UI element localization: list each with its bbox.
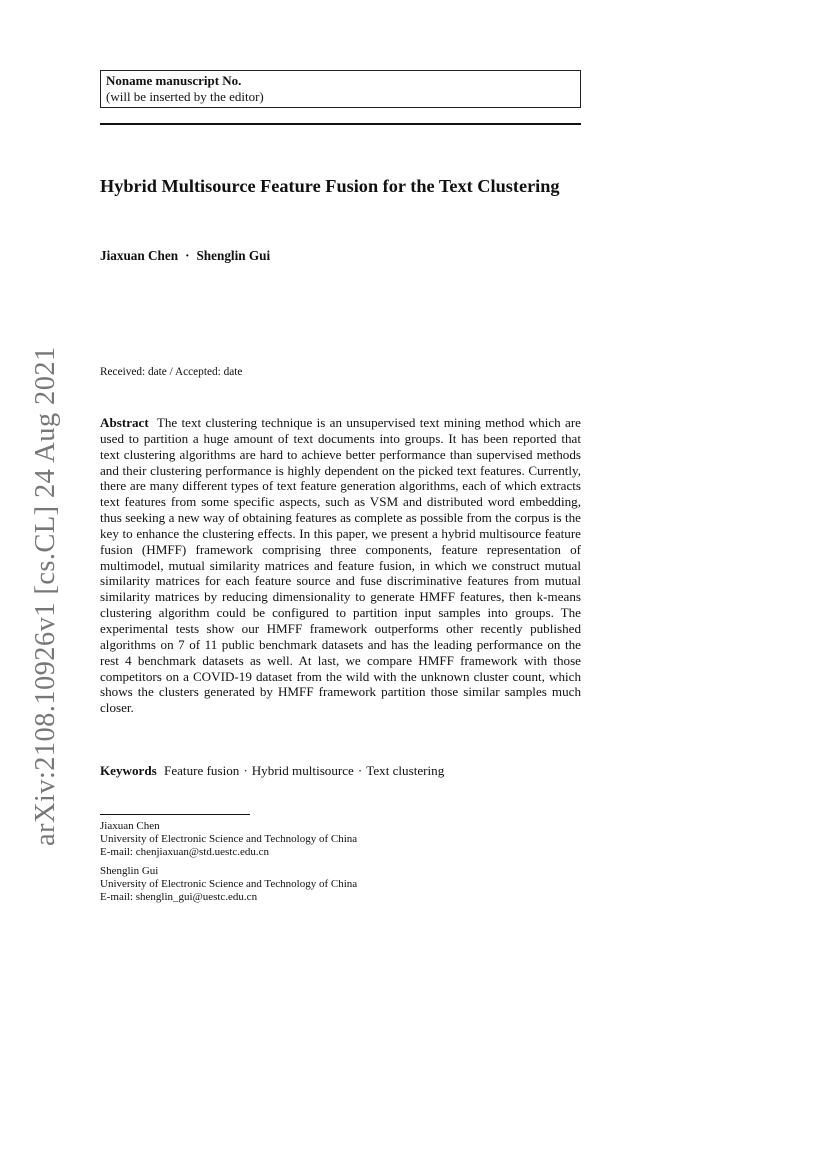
keyword: Text clustering <box>366 763 445 778</box>
manuscript-title: Noname manuscript No. <box>106 73 242 88</box>
author-separator: · <box>185 248 190 263</box>
author-name: Shenglin Gui <box>196 248 271 263</box>
footnote-author-name: Shenglin Gui <box>100 865 159 877</box>
received-date: Received: date / Accepted: date <box>100 366 243 378</box>
footnote-affiliation: University of Electronic Science and Technology of China <box>100 878 358 891</box>
author-footnote <box>100 820 581 860</box>
abstract-text: The text clustering technique is an unsupervised text mining method which are used to partition a huge amount of text documents into groups. It has been reported that text clustering algorithms are hard to achieve better performance than supervised methods and their clustering performance is highly dependent on the picked text features. Currently, there are many different types of text feature generation algorithms, each of which extracts text features from some specific aspects, such as VSM and distributed word embedding, thus seeking a new way of obtaining features as complete as possible from the corpus is the key to enhance the clustering effects. In this paper, we present a hybrid multisource feature fusion (HMFF) framework comprising three components, feature representation of multimodel, mutual similarity matrices and feature fusion, in which we construct mutual similarity matrices for each feature source and fuse discriminative features from mutual similarity matrices by reducing dimensionality to generate HMFF features, then k-means clustering algorithm could be configured to partition input samples into groups. The experimental tests show our HMFF framework outperforms other recently published algorithms on 7 of 11 public benchmark datasets and has the leading performance on the rest 4 benchmark datasets as well. At last, we compare HMFF framework with those competitors on a COVID-19 dataset from the wild with the unknown cluster count, which shows the clusters generated by HMFF framework partition those similar samples much closer. <box>100 415 581 716</box>
footnote-author-name: Jiaxuan Chen <box>100 820 160 832</box>
header-rule <box>100 123 581 125</box>
footnote-rule <box>100 814 250 815</box>
arxiv-identifier[interactable]: arXiv:2108.10926v1 [cs.CL] 24 Aug 2021 <box>30 346 61 846</box>
footnote-email[interactable]: E-mail: shenglin_gui@uestc.edu.cn <box>100 891 258 904</box>
keyword: Feature fusion <box>164 763 240 778</box>
keywords-label: Keywords <box>100 763 157 778</box>
author-footnote <box>100 865 581 905</box>
keyword-separator: · <box>357 763 363 778</box>
keyword-separator: · <box>243 763 248 778</box>
keyword: Hybrid multisource <box>251 763 354 778</box>
keywords <box>100 763 581 779</box>
paper-title: Hybrid Multisource Feature Fusion for the Text Clustering <box>100 176 560 196</box>
author-name: Jiaxuan Chen <box>100 248 179 263</box>
manuscript-note: (will be inserted by the editor) <box>106 89 264 104</box>
footnote-email[interactable]: E-mail: chenjiaxuan@std.uestc.edu.cn <box>100 846 269 859</box>
abstract <box>100 415 581 716</box>
footnote-affiliation: University of Electronic Science and Technology of China <box>100 833 358 846</box>
author-list <box>100 248 270 264</box>
abstract-label: Abstract <box>100 415 149 430</box>
manuscript-info-box <box>100 70 581 108</box>
